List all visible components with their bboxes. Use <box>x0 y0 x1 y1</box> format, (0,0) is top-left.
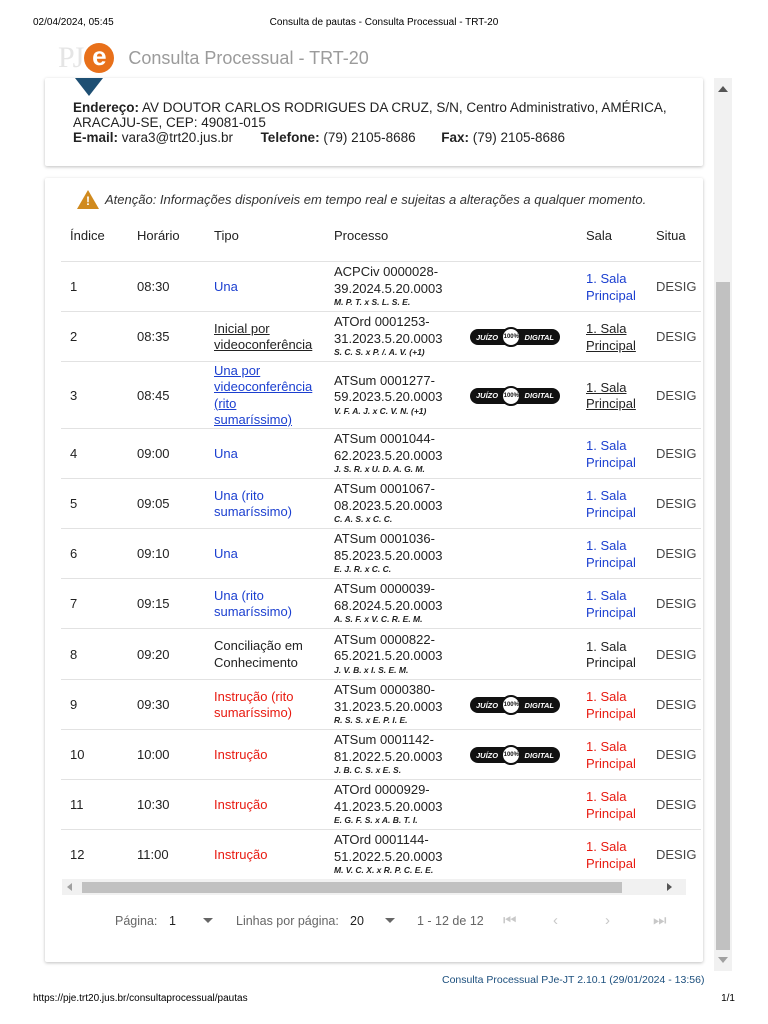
tipo-line: sumaríssimo) <box>214 604 293 619</box>
cell-tipo[interactable] <box>214 446 324 463</box>
processo-partes: E. J. R. x C. C. <box>334 564 392 574</box>
col-header-situacao[interactable]: Situa <box>656 228 686 243</box>
cell-situacao: DESIG <box>656 847 697 862</box>
cell-situacao: DESIG <box>656 747 697 762</box>
cell-situacao: DESIG <box>656 546 697 561</box>
cell-tipo[interactable] <box>214 488 324 521</box>
table-row[interactable] <box>61 311 701 361</box>
processo-number-suffix: 65.2021.5.20.0003 <box>334 648 443 663</box>
sala-line-2: Principal <box>586 705 636 721</box>
processo-class-number: ATOrd 0001253- <box>334 314 430 329</box>
cell-horario: 08:45 <box>137 387 170 403</box>
sala-line-1: 1. Sala <box>586 638 627 654</box>
table-header <box>45 224 703 260</box>
realtime-warning <box>77 190 646 209</box>
processo-class-number: ATSum 0001067- <box>334 481 435 496</box>
print-datetime: 02/04/2024, 05:45 <box>33 17 114 28</box>
tipo-line: Una por <box>214 362 261 378</box>
cell-indice: 3 <box>70 387 78 403</box>
previous-page-icon[interactable]: ‹ <box>553 912 558 929</box>
juizo-100-digital-badge-icon: JUÍZO 100% DIGITAL <box>470 747 560 763</box>
cell-tipo[interactable] <box>214 797 324 814</box>
cell-processo[interactable] <box>334 832 464 876</box>
page-label: Página: <box>115 914 158 928</box>
cell-sala[interactable] <box>586 839 636 872</box>
tipo-line: Instrução <box>214 846 268 862</box>
processo-class-number: ATSum 0000039- <box>334 581 435 596</box>
table-row[interactable] <box>61 578 701 628</box>
processo-partes: J. V. B. x I. S. E. M. <box>334 664 409 675</box>
processo-partes: R. S. S. x E. P. I. E. <box>334 715 408 725</box>
address-line-1 <box>73 100 667 115</box>
sala-line-2: Principal <box>586 454 636 470</box>
processo-class-number: ATSum 0000380- <box>334 682 435 697</box>
cell-indice: 12 <box>70 847 85 862</box>
sala-line-1: 1. Sala <box>586 271 627 286</box>
processo-number-suffix: 62.2023.5.20.0003 <box>334 447 443 463</box>
cell-tipo[interactable] <box>214 747 324 764</box>
page-dropdown-caret-icon[interactable] <box>203 918 213 923</box>
rows-per-page-select[interactable]: 20 <box>350 914 364 928</box>
cell-processo[interactable] <box>334 732 464 776</box>
processo-class-number: ACPCiv 0000028- <box>334 264 439 279</box>
table-row[interactable] <box>61 478 701 528</box>
sala-line-1: 1. Sala <box>586 488 627 503</box>
tipo-line: Instrução <box>214 796 268 812</box>
processo-class-number: ATSum 0001036- <box>334 531 435 546</box>
tipo-line: sumaríssimo) <box>214 412 293 427</box>
print-url: https://pje.trt20.jus.br/consultaprocessual/pautas <box>33 993 248 1004</box>
cell-horario: 08:35 <box>137 329 170 344</box>
page-select[interactable]: 1 <box>169 914 176 928</box>
sala-line-1: 1. Sala <box>586 379 627 395</box>
vertical-scrollbar[interactable] <box>714 78 732 971</box>
processo-number-suffix: 08.2023.5.20.0003 <box>334 497 443 513</box>
processo-class-number: ATSum 0000822- <box>334 631 435 647</box>
cell-sala[interactable] <box>586 639 636 672</box>
processo-number-suffix: 39.2024.5.20.0003 <box>334 280 443 296</box>
tipo-line: Una (rito <box>214 587 264 603</box>
last-page-icon[interactable]: ⏭ <box>653 912 667 929</box>
cell-sala[interactable] <box>586 380 636 413</box>
sala-line-2: Principal <box>586 805 636 821</box>
print-header <box>33 17 735 31</box>
scroll-down-arrow-icon[interactable] <box>718 957 728 963</box>
tipo-line: Instrução (rito <box>214 688 294 704</box>
tipo-line: sumaríssimo) <box>214 705 293 720</box>
table-row[interactable] <box>61 829 701 879</box>
pautas-card <box>45 178 703 962</box>
sala-line-1: 1. Sala <box>586 321 627 336</box>
processo-class-number: ATSum 0001142- <box>334 732 434 747</box>
print-doc-title: Consulta de pautas - Consulta Processual - TRT-20 <box>269 17 499 28</box>
cell-indice: 4 <box>70 446 78 461</box>
phone-value: (79) 2105-8686 <box>323 130 416 145</box>
app-title: Consulta Processual - TRT-20 <box>128 47 369 68</box>
cell-indice: 7 <box>70 596 78 611</box>
cell-tipo[interactable] <box>214 638 324 671</box>
processo-class-number: ATSum 0001044- <box>334 431 435 446</box>
tipo-line: Conhecimento <box>214 654 298 670</box>
sala-line-2: Principal <box>586 755 636 771</box>
cell-sala[interactable] <box>586 789 636 822</box>
juizo-100-digital-badge-icon: JUÍZO 100% DIGITAL <box>470 388 560 404</box>
processo-partes: S. C. S. x P. /. A. V. (+1) <box>334 347 425 357</box>
tipo-line: Una <box>214 278 238 294</box>
scroll-up-arrow-icon[interactable] <box>718 86 728 92</box>
processo-partes: J. B. C. S. x E. S. <box>334 765 402 775</box>
contact-line <box>73 130 565 145</box>
processo-number-suffix: 51.2022.5.20.0003 <box>334 848 443 864</box>
juizo-100-digital-badge-icon: JUÍZO 100% DIGITAL <box>470 697 560 713</box>
cell-indice: 5 <box>70 496 78 511</box>
cell-horario: 09:20 <box>137 646 170 662</box>
cell-horario: 09:30 <box>137 697 170 712</box>
pje-logo-icon: e <box>84 43 114 73</box>
scroll-left-arrow-icon[interactable] <box>67 883 72 891</box>
cell-sala[interactable] <box>586 321 636 354</box>
cell-indice: 9 <box>70 697 78 712</box>
cell-horario: 09:05 <box>137 496 170 511</box>
processo-partes: E. G. F. S. x A. B. T. I. <box>334 815 418 825</box>
hscroll-thumb[interactable] <box>82 882 622 893</box>
juizo-100-digital-badge-icon: JUÍZO 100% DIGITAL <box>470 329 560 345</box>
cell-processo[interactable] <box>334 481 464 525</box>
processo-number-suffix: 68.2024.5.20.0003 <box>334 597 443 613</box>
processo-number-suffix: 85.2023.5.20.0003 <box>334 547 443 563</box>
cell-tipo[interactable] <box>214 321 324 354</box>
location-marker-icon <box>75 78 103 96</box>
tipo-line: Una (rito <box>214 487 264 503</box>
table-row[interactable] <box>61 628 701 679</box>
processo-number-suffix: 31.2023.5.20.0003 <box>334 330 443 346</box>
sala-line-2: Principal <box>586 855 636 871</box>
table-row[interactable] <box>61 261 701 311</box>
cell-processo[interactable] <box>334 373 464 417</box>
cell-processo[interactable] <box>334 682 464 726</box>
email-label: E-mail: <box>73 130 119 145</box>
tipo-line: Una <box>214 545 238 561</box>
cell-processo[interactable] <box>334 581 464 625</box>
tipo-line: Inicial por <box>214 320 270 336</box>
address-line-2: ARACAJU-SE, CEP: 49081-015 <box>73 115 266 130</box>
warning-icon: ! <box>77 190 99 209</box>
cell-indice: 8 <box>70 646 78 662</box>
tipo-line: videoconferência <box>214 337 313 352</box>
cell-horario: 11:00 <box>137 847 169 862</box>
cell-processo[interactable] <box>334 782 464 826</box>
cell-sala[interactable] <box>586 438 636 471</box>
col-header-indice[interactable]: Índice <box>70 228 105 243</box>
address-value-1: AV DOUTOR CARLOS RODRIGUES DA CRUZ, S/N, Centro Administrativo, AMÉRICA, <box>142 100 667 115</box>
sala-line-2: Principal <box>586 337 636 353</box>
processo-number-suffix: 31.2023.5.20.0003 <box>334 698 443 714</box>
cell-indice: 11 <box>70 797 84 812</box>
cell-horario: 09:00 <box>137 446 170 461</box>
scroll-thumb[interactable] <box>716 282 730 950</box>
vara-info-card <box>45 78 703 166</box>
table-row[interactable] <box>61 779 701 829</box>
sala-line-1: 1. Sala <box>586 839 627 854</box>
processo-partes: M. V. C. X. x R. P. C. E. E. <box>334 865 434 875</box>
sala-line-1: 1. Sala <box>586 538 627 553</box>
cell-tipo[interactable] <box>214 847 324 864</box>
cell-sala[interactable] <box>586 739 636 772</box>
table-row[interactable] <box>61 361 701 428</box>
processo-class-number: ATOrd 0001144- <box>334 832 429 847</box>
phone-label: Telefone: <box>260 130 320 145</box>
cell-processo[interactable] <box>334 314 464 358</box>
cell-indice: 10 <box>70 747 85 762</box>
col-header-horario[interactable]: Horário <box>137 228 180 243</box>
table-row[interactable] <box>61 679 701 729</box>
table-row[interactable] <box>61 428 701 478</box>
first-page-icon[interactable]: ⏮ <box>503 912 517 929</box>
cell-sala[interactable] <box>586 588 636 621</box>
cell-horario: 10:30 <box>137 797 170 812</box>
rows-dropdown-caret-icon[interactable] <box>385 918 395 923</box>
cell-horario: 09:10 <box>137 546 170 561</box>
cell-tipo[interactable] <box>214 546 324 563</box>
cell-sala[interactable] <box>586 538 636 571</box>
table-row[interactable] <box>61 528 701 578</box>
cell-situacao: DESIG <box>656 279 697 294</box>
tipo-line: Conciliação em <box>214 638 303 653</box>
horizontal-scrollbar[interactable] <box>62 879 686 895</box>
cell-situacao: DESIG <box>656 797 697 812</box>
warning-text: Atenção: Informações disponíveis em tempo real e sujeitas a alterações a qualquer momento. <box>105 192 647 207</box>
scroll-right-arrow-icon[interactable] <box>667 883 672 891</box>
cell-situacao: DESIG <box>656 329 697 344</box>
print-page-number: 1/1 <box>721 993 735 1004</box>
pje-logo-mark: PJ <box>58 41 83 74</box>
processo-partes: J. S. R. x U. D. A. G. M. <box>334 464 425 474</box>
cell-indice: 2 <box>70 329 78 344</box>
cell-processo[interactable] <box>334 264 464 308</box>
sala-line-2: Principal <box>586 396 636 411</box>
processo-partes: A. S. F. x V. C. R. E. M. <box>334 614 423 624</box>
sala-line-2: Principal <box>586 604 636 620</box>
processo-number-suffix: 81.2022.5.20.0003 <box>334 748 443 764</box>
cell-sala[interactable] <box>586 488 636 521</box>
email-value: vara3@trt20.jus.br <box>121 130 234 145</box>
app-header <box>58 40 369 76</box>
cell-horario: 10:00 <box>137 747 170 762</box>
cell-situacao: DESIG <box>656 446 697 461</box>
tipo-line: Instrução <box>214 746 268 762</box>
sala-line-2: Principal <box>586 287 636 303</box>
processo-class-number: ATSum 0001277- <box>334 372 435 388</box>
sala-line-1: 1. Sala <box>586 689 627 704</box>
processo-partes: V. F. A. J. x C. V. N. (+1) <box>334 405 427 416</box>
cell-indice: 1 <box>70 279 78 294</box>
sala-line-2: Principal <box>586 504 636 520</box>
tipo-line: sumaríssimo) <box>214 504 293 519</box>
sala-line-1: 1. Sala <box>586 789 627 804</box>
fax-value: (79) 2105-8686 <box>472 130 566 145</box>
cell-tipo[interactable] <box>214 588 324 621</box>
fax-label: Fax: <box>441 130 469 145</box>
cell-tipo[interactable] <box>214 279 324 296</box>
cell-sala[interactable] <box>586 689 636 722</box>
sala-line-1: 1. Sala <box>586 588 627 603</box>
col-header-sala[interactable]: Sala <box>586 228 613 243</box>
cell-situacao: DESIG <box>656 496 697 511</box>
col-header-processo[interactable]: Processo <box>334 228 389 243</box>
sala-line-1: 1. Sala <box>586 438 627 453</box>
cell-tipo[interactable] <box>214 689 324 722</box>
table-row[interactable] <box>61 729 701 779</box>
processo-number-suffix: 41.2023.5.20.0003 <box>334 798 443 814</box>
cell-processo[interactable] <box>334 531 464 575</box>
cell-situacao: DESIG <box>656 646 697 662</box>
processo-class-number: ATOrd 0000929- <box>334 782 430 797</box>
rows-per-page-label: Linhas por página: <box>236 914 339 928</box>
app-version: Consulta Processual PJe-JT 2.10.1 (29/01/2024 - 13:56) <box>442 974 705 986</box>
print-footer <box>33 993 735 1007</box>
cell-tipo[interactable] <box>214 363 324 429</box>
sala-line-2: Principal <box>586 655 636 670</box>
cell-horario: 09:15 <box>137 596 170 611</box>
address-label: Endereço: <box>73 100 140 115</box>
col-header-tipo[interactable]: Tipo <box>214 228 239 243</box>
cell-situacao: DESIG <box>656 387 697 403</box>
cell-situacao: DESIG <box>656 596 697 611</box>
tipo-line: (rito <box>214 395 237 411</box>
tipo-line: videoconferência <box>214 379 313 394</box>
cell-processo[interactable] <box>334 632 464 676</box>
next-page-icon[interactable]: › <box>605 912 610 929</box>
cell-situacao: DESIG <box>656 697 697 712</box>
page-range: 1 - 12 de 12 <box>417 914 484 928</box>
sala-line-1: 1. Sala <box>586 739 627 754</box>
processo-number-suffix: 59.2023.5.20.0003 <box>334 389 443 404</box>
cell-sala[interactable] <box>586 271 636 304</box>
tipo-line: Una <box>214 445 238 461</box>
processo-partes: M. P. T. x S. L. S. E. <box>334 297 411 307</box>
processo-partes: C. A. S. x C. C. <box>334 514 393 524</box>
sala-line-2: Principal <box>586 554 636 570</box>
cell-processo[interactable] <box>334 431 464 475</box>
cell-horario: 08:30 <box>137 279 170 294</box>
cell-indice: 6 <box>70 546 78 561</box>
